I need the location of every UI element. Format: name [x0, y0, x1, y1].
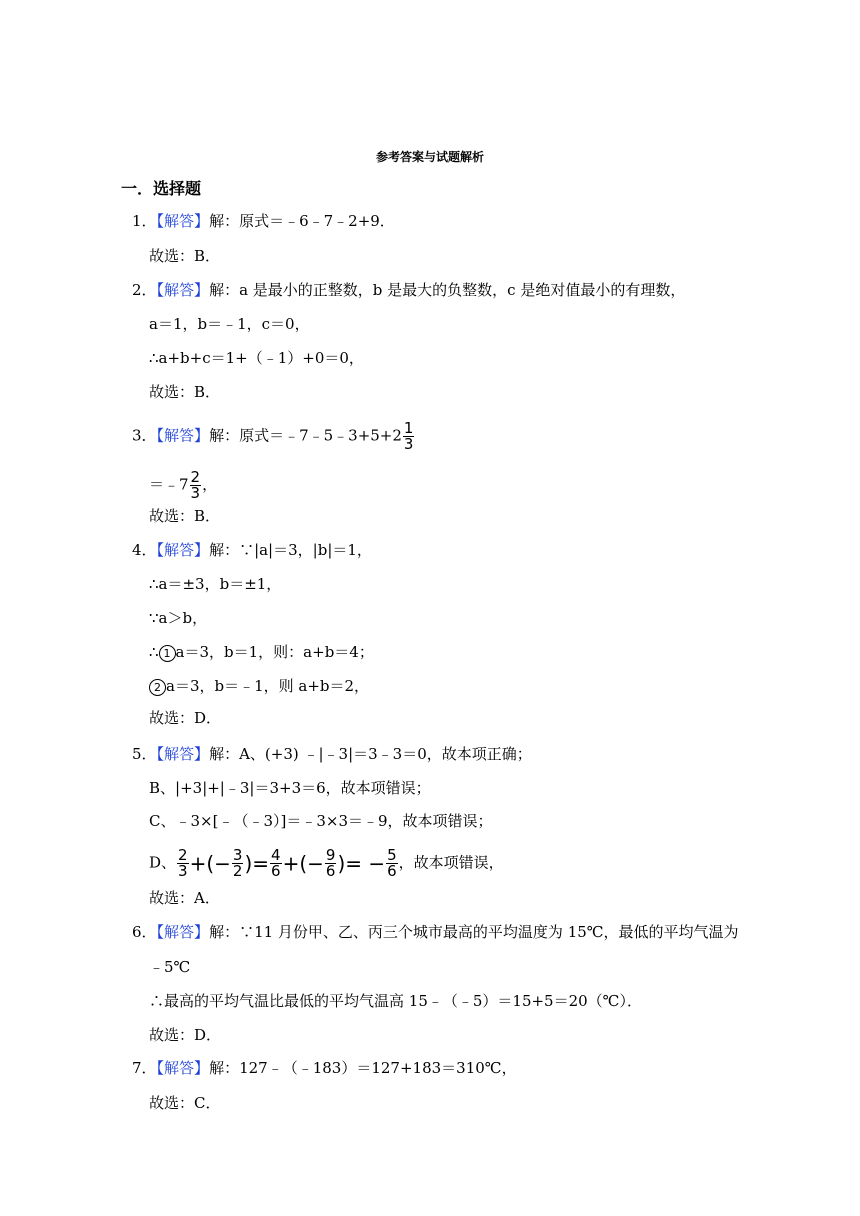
- answer-tag: 【解答】: [156, 212, 210, 230]
- fraction: $\frac{2}{3}$: [178, 846, 188, 880]
- answer-tag: 【解答】: [156, 923, 210, 941]
- q3-choice: 故选：B．: [149, 507, 221, 525]
- answer-tag: 【解答】: [156, 1059, 210, 1077]
- q3-line-1: [132, 421, 415, 452]
- q5-line-3: C、﹣3×[﹣（﹣3）]＝﹣3×3＝﹣9，故本项错误；: [149, 812, 493, 830]
- q4-text: 解：∵|a|＝3，|b|＝1，: [209, 541, 372, 559]
- fraction: $\frac{3}{2}$: [232, 846, 243, 880]
- q7-line-1: [132, 1058, 517, 1078]
- fraction: $\frac{4}{6}$: [271, 846, 281, 880]
- q4-number: 4．: [132, 541, 157, 559]
- q4-choice: 故选：D．: [149, 709, 222, 727]
- q4-line-2: ∴a＝±3，b＝±1，: [149, 575, 282, 593]
- q5-line-1: [132, 744, 532, 764]
- section-heading: 一．选择题: [121, 179, 202, 198]
- q3-number: 3．: [132, 426, 157, 445]
- answer-tag: 【解答】: [156, 281, 210, 299]
- q2-text: 解：a 是最小的正整数，b 是最大的负整数，c 是绝对值最小的有理数，: [209, 281, 686, 299]
- q2-number: 2．: [132, 281, 157, 299]
- q6-line-3: ∴最高的平均气温比最低的平均气温高 15﹣（﹣5）＝15+5＝20（℃）．: [149, 992, 642, 1010]
- q4-line-4: ∴ 1 a＝3，b＝1，则：a+b＝4；: [149, 643, 374, 661]
- q6-line-2: ﹣5℃: [149, 958, 191, 976]
- q3-text: 解：原式＝﹣7﹣5﹣3+5+2: [209, 426, 402, 445]
- q5-text: 解：A、(+3) ﹣|﹣3|＝3﹣3＝0，故本项正确；: [209, 745, 532, 763]
- q1-line-1: [132, 211, 395, 231]
- fraction: $\frac{9}{6}$: [325, 846, 336, 880]
- q2-line-1: [132, 280, 685, 300]
- q3-line-2: ＝﹣7 $\frac{2}{3}$ ，: [149, 468, 218, 502]
- q5-number: 5．: [132, 745, 157, 763]
- fraction: $\frac{1}{3}$: [403, 419, 414, 453]
- q2-choice: 故选：B．: [149, 383, 221, 401]
- q6-number: 6．: [132, 923, 157, 941]
- q1-text: 解：原式＝﹣6﹣7﹣2+9．: [209, 212, 395, 230]
- circled-number-2: 2: [149, 679, 166, 696]
- fraction: $\frac{2}{3}$: [190, 468, 201, 502]
- q7-choice: 故选：C．: [149, 1094, 221, 1112]
- q2-line-2: a＝1，b＝﹣1，c＝0，: [149, 315, 310, 333]
- answer-tag: 【解答】: [156, 426, 210, 445]
- q6-line-1: [132, 922, 739, 942]
- q2-line-3: ∴a+b+c＝1+（﹣1）+0＝0，: [149, 349, 364, 367]
- answer-tag: 【解答】: [156, 745, 210, 763]
- q7-number: 7．: [132, 1059, 157, 1077]
- page-title: 参考答案与试题解析: [375, 150, 484, 164]
- q4-line-1: [132, 540, 372, 560]
- fraction: $\frac{5}{6}$: [387, 846, 397, 880]
- q6-text: 解：∵11 月份甲、乙、丙三个城市最高的平均温度为 15℃，最低的平均气温为: [209, 923, 739, 941]
- q5-choice: 故选：A．: [149, 889, 220, 907]
- q1-number: 1．: [132, 212, 157, 230]
- q4-line-5: 2 a＝3，b＝﹣1，则 a+b＝2，: [149, 676, 369, 696]
- q1-choice: 故选：B．: [149, 247, 221, 265]
- q5-line-4: D、 $\frac{2}{3}$ +(− $\frac{3}{2}$ )= $\frac{4}{6}$ +(− $\frac{9}{6}$ )= − $\frac{5}{6}$ ，故本项错误，: [149, 846, 504, 880]
- answer-tag: 【解答】: [156, 541, 210, 559]
- q6-choice: 故选：D．: [149, 1026, 222, 1044]
- q4-line-3: ∵a＞b，: [149, 609, 208, 627]
- q7-text: 解：127﹣（﹣183）＝127+183＝310℃，: [209, 1059, 517, 1077]
- q5-line-2: B、|+3|+|﹣3|＝3+3＝6，故本项错误；: [149, 779, 431, 797]
- circled-number-1: 1: [159, 645, 176, 662]
